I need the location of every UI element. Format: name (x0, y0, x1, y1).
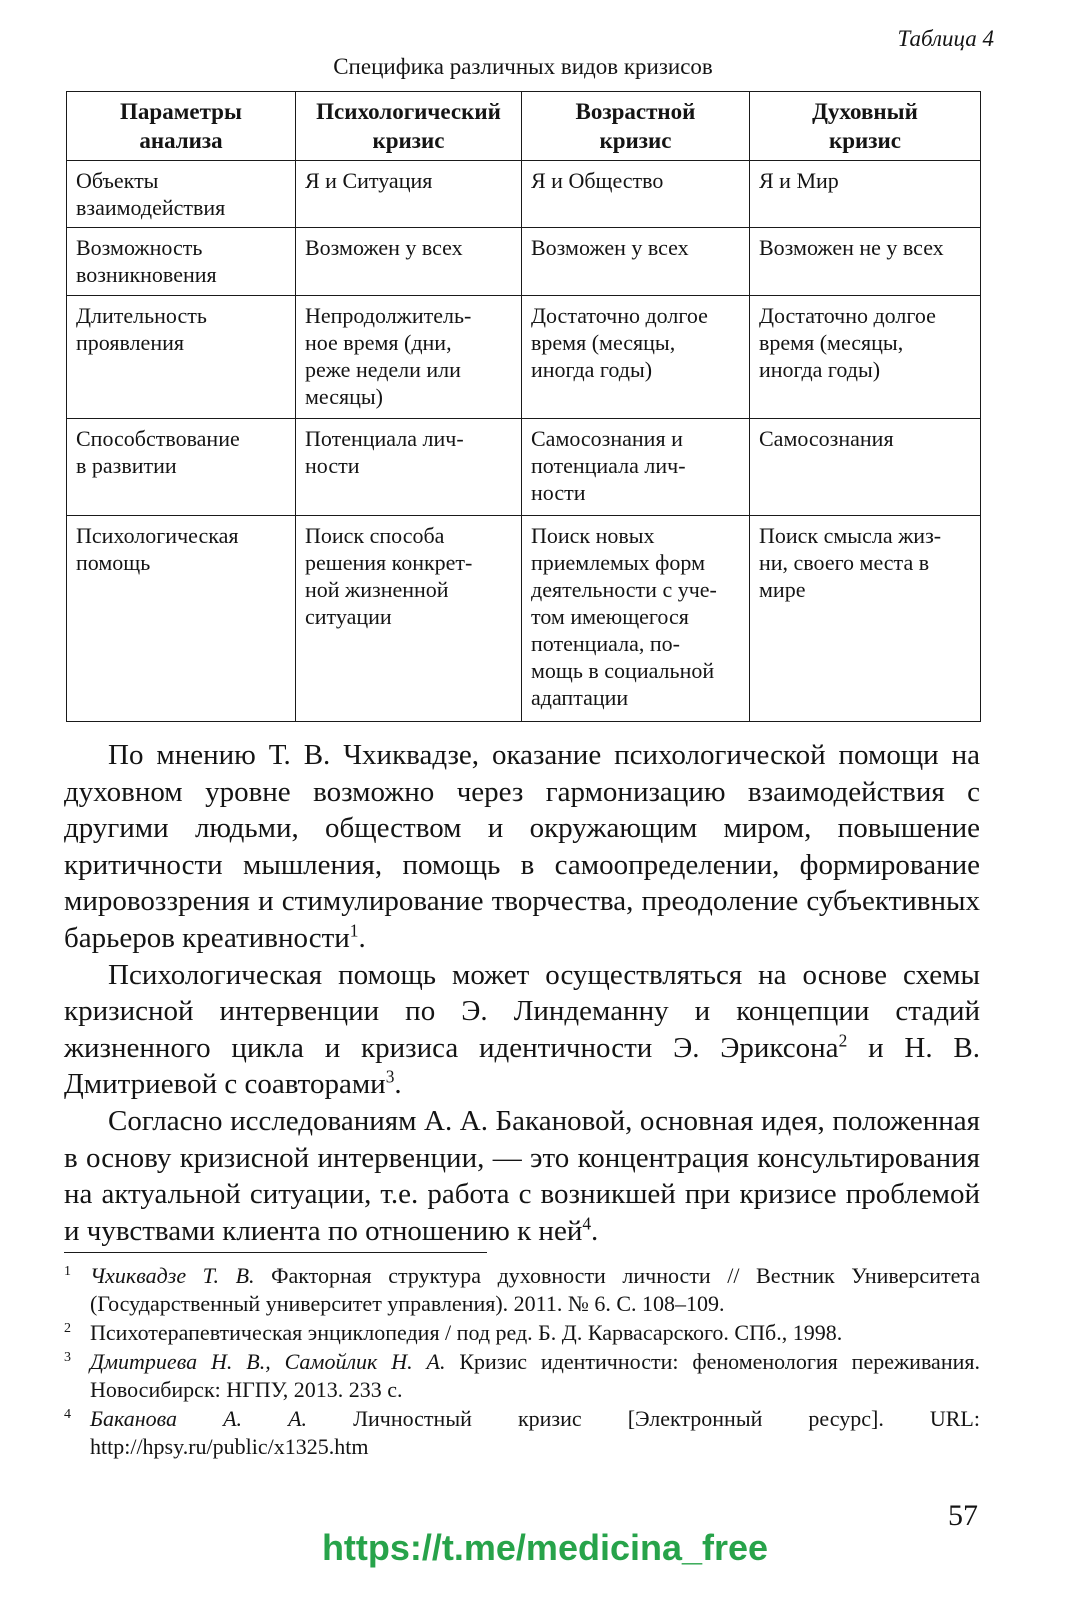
table-cell: Самосознания и потенциала лич- ности (522, 419, 750, 516)
table-number: Таблица 4 (897, 26, 994, 51)
footnote: 1 Чхиквадзе Т. В. Факторная структура духовности личности // Вестник Университета (Государственный университет управления). 2011. № 6. С. 108–109. (64, 1262, 980, 1318)
table-header-row (67, 92, 981, 161)
crisis-types-table (66, 91, 981, 722)
footnote-divider (64, 1252, 487, 1253)
table-cell: Непродолжитель- ное время (дни, реже недели или месяцы) (296, 296, 522, 419)
table-cell: Длительность проявления (67, 296, 296, 419)
header-cell: Возрастной кризис (522, 92, 750, 161)
header-cell: Параметры анализа (67, 92, 296, 161)
table-row (67, 228, 981, 296)
table-cell: Достаточно долгое время (месяцы, иногда годы) (522, 296, 750, 419)
paragraph: Согласно исследованиям А. А. Бакановой, основная идея, положенная в основу кризисной интервенции, — это концентрация консультирования на актуальной ситуации, т.е. работа с возникшей при кризисе проблемой и чувствами клиента по отношению к ней$^4$. (64, 1104, 980, 1247)
table-cell: Возможен у всех (296, 228, 522, 296)
table-cell: Достаточно долгое время (месяцы, иногда годы) (750, 296, 981, 419)
table-title: Специфика различных видов кризисов (333, 54, 713, 79)
footnotes (64, 1262, 980, 1462)
table-cell: Способствование в развитии (67, 419, 296, 516)
table-cell: Поиск новых приемлемых форм деятельности с уче- том имеющегося потенциала, по- мощь в социальной адаптации (522, 516, 750, 722)
page-number: 57 (948, 1499, 978, 1532)
body-text (64, 737, 980, 1249)
footnote-ref[interactable]: 4 (582, 1213, 592, 1234)
table-cell: Возможен не у всех (750, 228, 981, 296)
table-row (67, 296, 981, 419)
paragraph: Психологическая помощь может осуществляться на основе схемы кризисной интервенции по Э. Линдеманну и концепции стадий жизненного цикла и кризиса идентичности Э. Эриксона$^2$ и Н. В. Дмитриевой с соавторами$^3$. (64, 958, 980, 1101)
footnote: 2 Психотерапевтическая энциклопедия / под ред. Б. Д. Карвасарского. СПб., 1998. (64, 1319, 980, 1347)
table-cell: Возможность возникновения (67, 228, 296, 296)
footnote-mark: 2 (64, 1321, 71, 1336)
table-cell: Я и Мир (750, 161, 981, 228)
table-row (67, 419, 981, 516)
table-cell: Объекты взаимодействия (67, 161, 296, 228)
header-cell: Психологический кризис (296, 92, 522, 161)
footnote-ref[interactable]: 2 (838, 1030, 848, 1051)
table-cell: Потенциала лич- ности (296, 419, 522, 516)
footnote-mark: 4 (64, 1407, 71, 1422)
table-cell: Возможен у всех (522, 228, 750, 296)
header-cell: Духовный кризис (750, 92, 981, 161)
footnote-ref[interactable]: 1 (349, 920, 359, 941)
table-cell: Психологическая помощь (67, 516, 296, 722)
table-cell: Поиск способа решения конкрет- ной жизненной ситуации (296, 516, 522, 722)
footnote-mark: 3 (64, 1350, 71, 1365)
paragraph: По мнению Т. В. Чхиквадзе, оказание психологической помощи на духовном уровне возможно через гармонизацию взаимодействия с другими людьми, обществом и окружающим миром, повышение критичности мышления, помощь в самоопределении, формирование мировоззрения и стимулирование творчества, преодоление субъективных барьеров креативности$^1$. (64, 739, 980, 954)
watermark-link[interactable]: https://t.me/medicina_free (321, 1527, 769, 1568)
footnote: 4 Баканова А. А. Личностный кризис [Электронный ресурс]. URL: http://hpsy.ru/public/x1325.htm (64, 1405, 980, 1461)
table-cell: Самосознания (750, 419, 981, 516)
footnote-ref[interactable]: 3 (385, 1066, 395, 1087)
table-cell: Я и Ситуация (296, 161, 522, 228)
table-row (67, 161, 981, 228)
footnote: 3 Дмитриева Н. В., Самойлик Н. А. Кризис идентичности: феноменология переживания. Новосибирск: НГПУ, 2013. 233 с. (64, 1348, 980, 1404)
table-cell: Поиск смысла жиз- ни, своего места в мире (750, 516, 981, 722)
table-row (67, 516, 981, 722)
table-cell: Я и Общество (522, 161, 750, 228)
footnote-mark: 1 (64, 1264, 71, 1279)
